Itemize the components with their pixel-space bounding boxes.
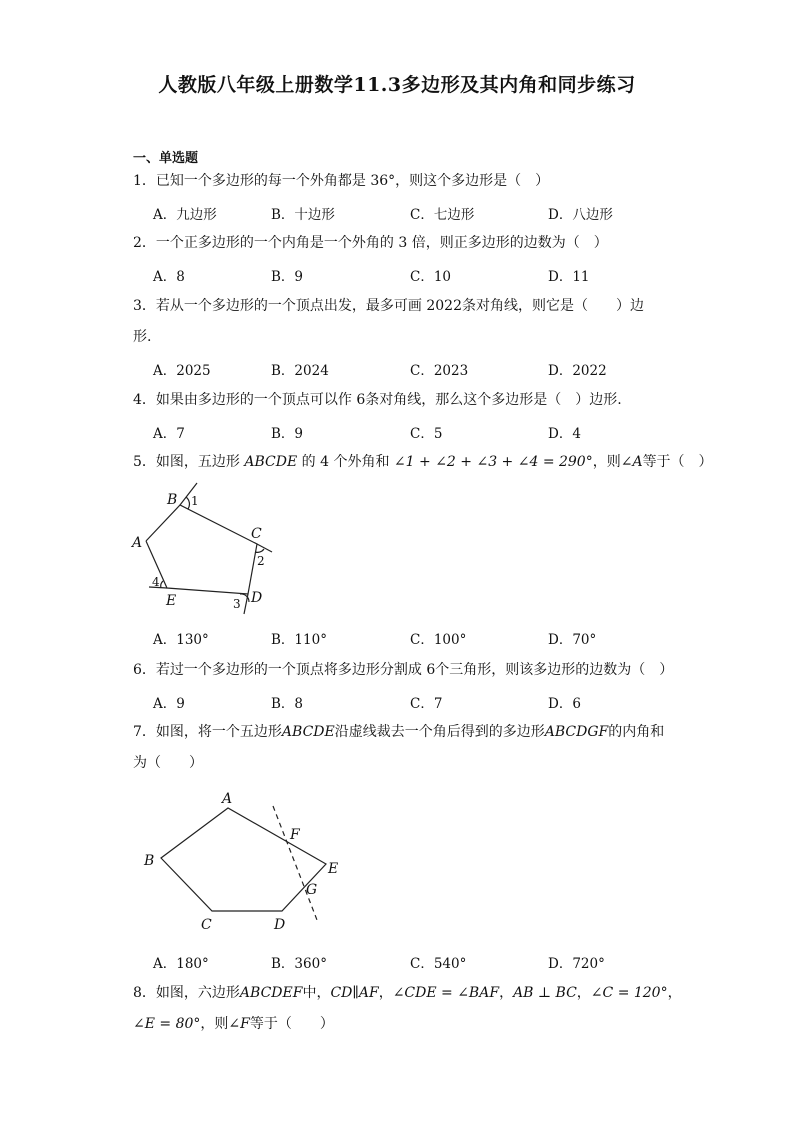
q7-label-f: F [290,827,300,843]
q3-option-c[interactable]: C．2023 [410,363,469,379]
question-1-stem: 1．已知一个多边形的每一个外角都是 36°，则这个多边形是（ ） [133,173,550,189]
question-7-stem-continued: 为（ ） [133,755,203,771]
q7-stem-part: 沿虚线裁去一个角后得到的多边形 [334,724,545,740]
q8-angle-equality: ∠CDE = ∠BAF [392,985,500,1001]
q7-label-b: B [144,853,155,869]
q5-polygon-name: ABCDE [244,454,298,470]
q6-option-a[interactable]: A．9 [153,696,185,712]
q7-stem-part: 7．如图，将一个五边形 [133,724,282,740]
q8-stem-part: 8．如图，六边形 [133,985,240,1001]
q5-option-b[interactable]: B．110° [271,632,327,648]
q7-option-b[interactable]: B．360° [271,956,327,972]
q8-polygon-name: ABCDEF [239,985,303,1001]
q8-angle-f: ∠F [228,1016,250,1032]
q5-label-1: 1 [191,494,199,508]
q3-option-a[interactable]: A．2025 [153,363,211,379]
q7-option-a[interactable]: A．180° [153,956,209,972]
section-heading: 一、单选题 [133,151,199,166]
q5-label-d: D [251,590,263,606]
q8-stem-part: ，则 [200,1016,229,1032]
q5-stem-part: 5．如图，五边形 [133,454,240,470]
q5-angle-arc-4 [161,581,163,588]
q7-label-a: A [222,791,233,807]
q7-stem-part: 的内角和 [608,724,665,740]
q4-option-b[interactable]: B．9 [271,426,304,442]
q5-angle-a: ∠A [620,454,643,470]
q1-option-b[interactable]: B．十边形 [271,207,335,223]
q5-label-4: 4 [152,575,160,589]
q7-pentagon-figure [140,786,350,936]
question-2-stem: 2．一个正多边形的一个内角是一个外角的 3 倍，则正多边形的边数为（ ） [133,235,608,251]
q5-pentagon-figure [125,478,285,618]
q7-label-d: D [274,917,286,933]
q8-stem-part: 中， [302,985,331,1001]
q7-label-e: E [328,861,339,877]
q8-stem-part: ， [576,985,591,1001]
q7-option-c[interactable]: C．540° [410,956,467,972]
q1-option-c[interactable]: C．七边形 [410,207,475,223]
q1-option-a[interactable]: A．九边形 [153,207,217,223]
q5-stem-part: ，则 [592,454,621,470]
question-5-stem [133,452,713,472]
q5-option-c[interactable]: C．100° [410,632,467,648]
question-8-stem-continued [133,1014,334,1034]
q3-option-b[interactable]: B．2024 [271,363,329,379]
q8-angle-e: ∠E = 80° [133,1016,201,1032]
q5-label-c: C [251,526,262,542]
q7-option-d[interactable]: D．720° [548,956,605,972]
question-3-stem: 3．若从一个多边形的一个顶点出发，最多可画 2022条对角线，则它是（ ）边 [133,298,644,314]
q7-label-g: G [306,882,318,898]
q5-label-e: E [166,593,177,609]
q8-parallel-condition: CD∥AF [330,985,379,1001]
q7-label-c: C [201,917,212,933]
q5-option-d[interactable]: D．70° [548,632,597,648]
q7-polygon-name: ABCDE [281,724,335,740]
q5-label-b: B [167,492,178,508]
q8-stem-part: ， [667,985,682,1001]
q5-label-a: A [132,535,143,551]
q2-option-c[interactable]: C．10 [410,269,452,285]
q5-option-a[interactable]: A．130° [153,632,209,648]
q8-perpendicular-condition: AB ⊥ BC [513,985,577,1001]
q4-option-a[interactable]: A．7 [153,426,185,442]
q6-option-c[interactable]: C．7 [410,696,443,712]
question-6-stem: 6．若过一个多边形的一个顶点将多边形分割成 6个三角形，则该多边形的边数为（ ） [133,662,674,678]
q7-cut-line [273,806,317,920]
question-8-stem [133,983,682,1003]
q6-option-b[interactable]: B．8 [271,696,304,712]
q7-new-polygon-name: ABCDGF [544,724,609,740]
q4-option-c[interactable]: C．5 [410,426,443,442]
question-7-stem [133,722,664,742]
q5-stem-part: 等于（ ） [642,454,713,470]
q5-angle-sum: ∠1 + ∠2 + ∠3 + ∠4 = 290° [393,454,593,470]
q5-stem-part: 的 4 个外角和 [301,454,390,470]
q7-pentagon-outline [161,808,326,911]
q2-option-a[interactable]: A．8 [153,269,185,285]
q5-label-3: 3 [233,597,241,611]
q8-angle-c: ∠C = 120° [590,985,668,1001]
q5-label-2: 2 [257,554,265,568]
q8-stem-part: 等于（ ） [249,1016,334,1032]
q2-option-b[interactable]: B．9 [271,269,304,285]
q5-extension-line [257,544,272,552]
q8-stem-part: ， [378,985,393,1001]
question-4-stem: 4．如果由多边形的一个顶点可以作 6条对角线，那么这个多边形是（ ）边形. [133,392,622,408]
q2-option-d[interactable]: D．11 [548,269,590,285]
q5-angle-arc-1 [186,497,189,509]
question-3-stem-continued: 形. [133,329,152,345]
q8-stem-part: ， [499,985,514,1001]
q4-option-d[interactable]: D．4 [548,426,581,442]
document-title: 人教版八年级上册数学11.3多边形及其内角和同步练习 [158,74,636,96]
q6-option-d[interactable]: D．6 [548,696,581,712]
q3-option-d[interactable]: D．2022 [548,363,607,379]
q1-option-d[interactable]: D．八边形 [548,207,613,223]
